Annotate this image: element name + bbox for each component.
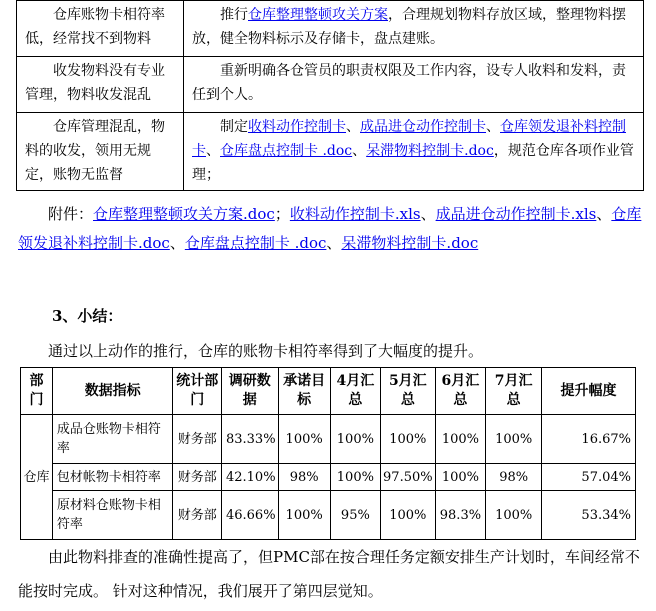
gain-cell: 53.34% bbox=[542, 491, 636, 540]
header-cell: 数据指标 bbox=[52, 368, 173, 415]
summary-paragraph: 通过以上动作的推行，仓库的账物卡相符率得到了大幅度的提升。 bbox=[48, 342, 484, 360]
header-cell: 提升幅度 bbox=[542, 368, 636, 415]
department-cell: 仓库 bbox=[21, 415, 53, 540]
attachment-link[interactable]: 仓库整理整顿攻关方案.doc bbox=[93, 205, 275, 223]
survey-cell: 42.10% bbox=[221, 464, 278, 491]
plan-link[interactable]: 仓库整理整顿攻关方案 bbox=[248, 7, 388, 23]
jul-cell: 100% bbox=[486, 491, 542, 540]
apr-cell: 95% bbox=[330, 491, 380, 540]
separator: ； bbox=[274, 205, 290, 223]
table-row bbox=[21, 464, 636, 491]
may-cell: 97.50% bbox=[381, 464, 436, 491]
separator: 、 bbox=[352, 143, 367, 159]
problem-cell: 仓库账物卡相符率低，经常找不到物料 bbox=[17, 1, 184, 57]
header-cell: 承诺目标 bbox=[278, 368, 330, 415]
apr-cell: 100% bbox=[330, 464, 380, 491]
separator: 、 bbox=[326, 234, 342, 252]
control-card-link[interactable]: 呆滞物料控制卡.doc bbox=[366, 143, 494, 159]
solution-text: ，合理规划物料存放区域，整理物料摆放，健全物料标示及存储卡，盘点建账。 bbox=[192, 7, 626, 47]
jun-cell: 100% bbox=[435, 415, 486, 464]
problem-cell: 收发物料没有专业管理，物料收发混乱 bbox=[17, 57, 184, 113]
action-table bbox=[16, 0, 644, 191]
metrics-table bbox=[20, 367, 636, 540]
attachment-link[interactable]: 仓库盘点控制卡 .doc bbox=[184, 234, 327, 252]
section-heading: 3、小结： bbox=[52, 307, 123, 325]
metric-cell: 成品仓账物卡相符率 bbox=[52, 415, 173, 464]
solution-text: 制定 bbox=[220, 119, 248, 135]
solution-text: 推行 bbox=[220, 7, 248, 23]
problem-cell: 仓库管理混乱，物料的收发，领用无规定，账物无监督 bbox=[17, 113, 184, 191]
dept-cell: 财务部 bbox=[173, 491, 222, 540]
separator: 、 bbox=[420, 205, 436, 223]
separator: 、 bbox=[206, 143, 220, 159]
header-cell: 调研数据 bbox=[221, 368, 278, 415]
survey-cell: 46.66% bbox=[221, 491, 278, 540]
solution-cell bbox=[184, 1, 644, 57]
dept-cell: 财务部 bbox=[173, 415, 222, 464]
metric-cell: 包材帐物卡相符率 bbox=[52, 464, 173, 491]
separator: 、 bbox=[169, 234, 185, 252]
solution-cell: 重新明确各仓管员的职责权限及工作内容，设专人收料和发料，责任到个人。 bbox=[184, 57, 644, 113]
control-card-link[interactable]: 仓库领发退补料控制卡 bbox=[192, 119, 626, 159]
header-row bbox=[21, 368, 636, 415]
solution-cell bbox=[184, 113, 644, 191]
table-row bbox=[21, 491, 636, 540]
control-card-link[interactable]: 成品进仓动作控制卡 bbox=[360, 119, 486, 135]
table-row bbox=[17, 57, 644, 113]
jun-cell: 98.3% bbox=[435, 491, 486, 540]
gain-cell: 16.67% bbox=[542, 415, 636, 464]
closing-paragraph: 由此物料排查的准确性提高了，但PMC部在按合理任务定额安排生产计划时，车间经常不能按时完成。 针对这种情况，我们展开了第四层觉知。 bbox=[18, 548, 640, 600]
jun-cell: 100% bbox=[435, 464, 486, 491]
attachment-link[interactable]: 仓库领发退补料控制卡.doc bbox=[18, 205, 642, 252]
header-cell: 7月汇总 bbox=[486, 368, 542, 415]
target-cell: 100% bbox=[278, 491, 330, 540]
survey-cell: 83.33% bbox=[221, 415, 278, 464]
header-cell: 6月汇总 bbox=[435, 368, 486, 415]
separator: 、 bbox=[346, 119, 360, 135]
dept-cell: 财务部 bbox=[173, 464, 222, 491]
control-card-link[interactable]: 仓库盘点控制卡 .doc bbox=[220, 143, 353, 159]
target-cell: 98% bbox=[278, 464, 330, 491]
metric-cell: 原材料仓账物卡相符率 bbox=[52, 491, 173, 540]
attachments-prefix: 附件： bbox=[48, 205, 94, 223]
header-cell: 5月汇总 bbox=[381, 368, 436, 415]
table-row bbox=[21, 415, 636, 464]
attachment-link[interactable]: 呆滞物料控制卡.doc bbox=[341, 234, 479, 252]
jul-cell: 100% bbox=[486, 415, 542, 464]
jul-cell: 98% bbox=[486, 464, 542, 491]
separator: 、 bbox=[486, 119, 500, 135]
header-cell: 统计部门 bbox=[173, 368, 222, 415]
table-row bbox=[17, 113, 644, 191]
may-cell: 100% bbox=[381, 415, 436, 464]
attachment-link[interactable]: 成品进仓动作控制卡.xls bbox=[435, 205, 597, 223]
attachment-link[interactable]: 收料动作控制卡.xls bbox=[289, 205, 421, 223]
apr-cell: 100% bbox=[330, 415, 380, 464]
may-cell: 100% bbox=[381, 491, 436, 540]
separator: 、 bbox=[596, 205, 612, 223]
table-row bbox=[17, 1, 644, 57]
attachments-paragraph bbox=[18, 200, 643, 258]
header-cell: 4月汇总 bbox=[330, 368, 380, 415]
control-card-link[interactable]: 收料动作控制卡 bbox=[248, 119, 346, 135]
target-cell: 100% bbox=[278, 415, 330, 464]
gain-cell: 57.04% bbox=[542, 464, 636, 491]
header-cell: 部门 bbox=[21, 368, 53, 415]
solution-text: ，规范仓库各项作业管理； bbox=[192, 143, 634, 183]
